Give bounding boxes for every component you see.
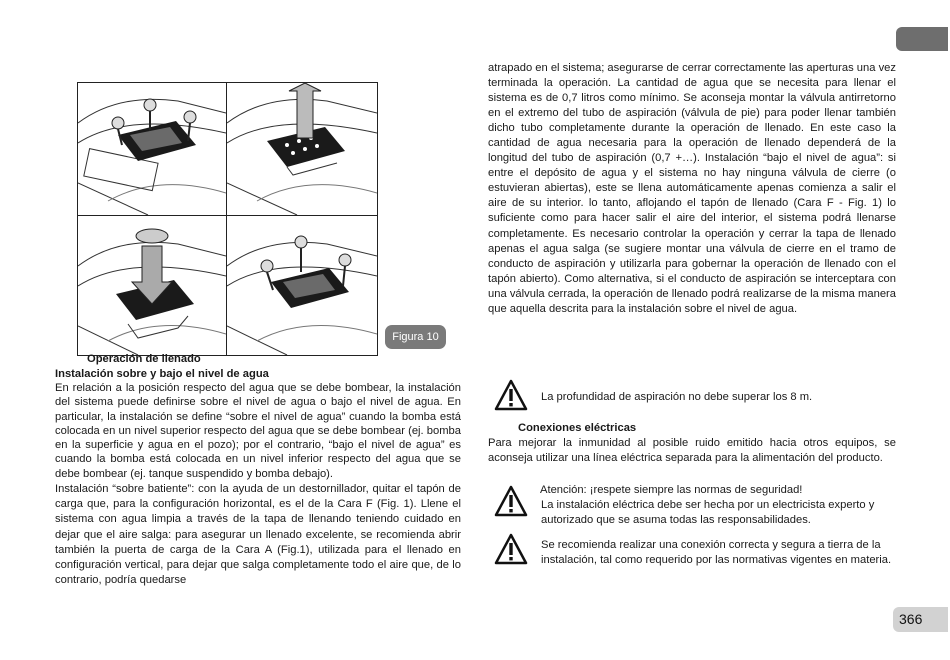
left-column — [55, 352, 461, 589]
paragraph-filling-continued: atrapado en el sistema; asegurarse de cerrar correctamente las aperturas una vez terminada la operación. La cantidad de agua que se necesita para llenar el sistema es de 0,7 litros como mínimo. Se aconseja montar la válvula antirretorno en el extremo del tubo de aspiración (válvula de pie) para poder llenar también dicho tubo completamente durante la operación de llenado. En este caso la cantidad de agua necesaria para la operación de llenado dependerá de la longitud del tubo de aspiración (0,7 +…). Instalación “bajo el nivel de agua”: si entre el depósito de agua y el sistema no hay ninguna válvula de cierre (o estuvieran abiertas), este se llena automáticamente apenas comienza a salir el aire de su interior. lo tanto, aflojando el tapón de llenado (Cara F - Fig. 1) lo suficiente como para hacer salir el aire del interior, el sistema podrá llenarse completamente. Es necesario controlar la operación y cerrar la tapa de llenado apenas el agua salga (se sugiere montar una válvula de cierre en el tramo de conducto de aspiración y utilizarla para gobernar la operación de llenado con el tapón abierto). Como alternativa, si el conducto de aspiración se interceptara con una válvula cerrada, la operación de llenado podrá realizarse de la misma manera que aquella descrita para la instalación sobre el nivel de agua. — [488, 62, 896, 315]
electrical-section — [488, 421, 896, 466]
figure-panel-close — [226, 215, 378, 356]
paragraph-installation-position: En relación a la posición respecto del agua que se debe bombear, la instalación del sistema puede definirse sobre el nivel de agua o bajo el nivel de agua. En particular, la instalación se define “sobre el nivel de agua” cuando la bomba está colocada en un nivel superior respecto del agua que se debe bombear (ej. bomba en la superficie y agua en el pozo); por el contrario, “bajo el nivel de agua” es cuando la bomba está colocada en un nivel inferior respecto del agua que se debe bombear (ej. tanque suspendido y bomba debajo). — [55, 382, 461, 480]
paragraph-electrical-line: Para mejorar la inmunidad al posible ruido emitido hacia otros equipos, se aconseja utilizar una línea eléctrica separada para la alimentación del producto. — [488, 437, 896, 465]
warning-safety-line1: Atención: ¡respete siempre las normas de seguridad! — [540, 484, 803, 496]
right-column — [488, 61, 896, 317]
page-number: 366 — [893, 607, 948, 632]
figure-panel-fill — [77, 215, 227, 356]
warning-safety-line2: La instalación eléctrica debe ser hecha por un electricista experto y autorizado que se asuma todas las responsabilidades. — [541, 499, 875, 527]
warning-suction-depth-text: La profundidad de aspiración no debe superar los 8 m. — [541, 391, 813, 403]
section-heading-electrical: Conexiones eléctricas — [518, 422, 637, 434]
paragraph-above-water-install: Instalación “sobre batiente”: con la ayuda de un destornillador, quitar el tapón de carga que, para la configuración horizontal, es el de la Cara F (Fig. 1). Llene el sistema con agua limpia a través de la tapa de llenando teniendo cuidado en dejar que el aire salga: para asegurar un llenado excelente, se recomienda abrir también la puerta de carga de la Cara A (Fig.1), utilizada para el llenado en configuración vertical, para dejar que salga completamente todo el aire que, de lo contrario, podría quedarse — [55, 483, 461, 587]
pump-illustration-1 — [78, 83, 226, 215]
pump-illustration-3 — [78, 216, 226, 355]
figure-panel-lift — [226, 82, 378, 216]
warning-icon — [494, 379, 528, 411]
warning-icon — [494, 485, 528, 517]
warning-icon — [494, 533, 528, 565]
warning-suction-depth — [494, 379, 904, 405]
warning-safety — [494, 483, 904, 529]
subsection-heading-installation: Instalación sobre y bajo el nivel de agua — [55, 368, 269, 380]
warning-grounding-text: Se recomienda realizar una conexión correcta y segura a tierra de la instalación, tal como requerido por las normativas vigentes en materia. — [541, 539, 892, 567]
figure-10 — [77, 82, 377, 354]
warning-grounding — [494, 533, 904, 568]
figure-panel-unscrew — [77, 82, 227, 216]
section-tab — [896, 27, 948, 51]
pump-illustration-4 — [227, 216, 377, 355]
pump-illustration-2 — [227, 83, 377, 215]
figure-label: Figura 10 — [385, 325, 446, 349]
section-heading-filling: Operación de llenado — [87, 353, 201, 365]
